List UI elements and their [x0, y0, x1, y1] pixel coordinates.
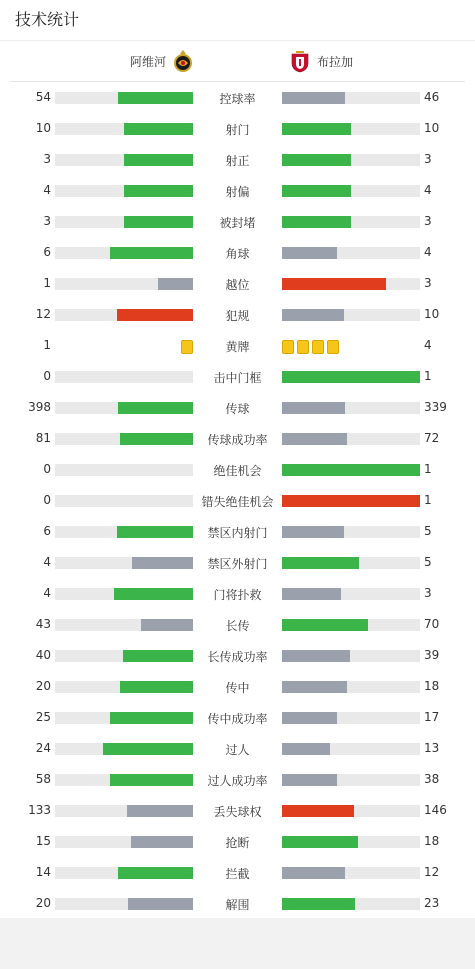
away-value: 3 [424, 214, 432, 228]
yellow-card-icon [327, 340, 339, 354]
stat-row [0, 578, 475, 609]
page-title: 技术统计 [0, 0, 475, 41]
away-bar-fill [282, 774, 337, 786]
home-bar-fill [118, 92, 193, 104]
stat-label: 控球率 [219, 92, 256, 106]
away-bar-fill [282, 464, 420, 476]
away-bar-fill [282, 681, 347, 693]
home-bar-track [55, 867, 193, 879]
stat-label: 传中 [225, 681, 250, 695]
stat-label: 传球成功率 [207, 433, 268, 447]
home-value: 0 [43, 493, 51, 507]
home-bar-track [55, 743, 193, 755]
home-value: 81 [35, 431, 51, 445]
home-bar-fill [124, 216, 193, 228]
stat-row [0, 82, 475, 113]
away-bar-fill [282, 712, 337, 724]
home-value: 40 [35, 648, 51, 662]
away-bar-track [282, 619, 420, 631]
away-value: 70 [424, 617, 440, 631]
home-bar-track [55, 185, 193, 197]
stat-label: 射正 [225, 154, 250, 168]
home-value: 54 [35, 90, 51, 104]
home-bar-track [55, 216, 193, 228]
away-bar-track [282, 402, 420, 414]
stat-row [0, 826, 475, 857]
away-bar-fill [282, 588, 341, 600]
stat-label: 禁区外射门 [207, 557, 268, 571]
home-bar-track [55, 278, 193, 290]
stat-label: 抢断 [225, 836, 250, 850]
away-bar-track [282, 433, 420, 445]
home-value: 6 [43, 245, 51, 259]
home-value: 25 [35, 710, 51, 724]
home-bar-fill [110, 712, 193, 724]
stat-label: 禁区内射门 [207, 526, 268, 540]
home-team-name: 阿维河 [130, 54, 167, 69]
home-bar-fill [117, 526, 193, 538]
away-bar-track [282, 712, 420, 724]
stat-row [0, 547, 475, 578]
away-value: 46 [424, 90, 440, 104]
stat-row [0, 888, 475, 919]
home-bar-track [55, 712, 193, 724]
away-value: 1 [424, 369, 432, 383]
stat-label: 传中成功率 [207, 712, 268, 726]
away-bar-track [282, 681, 420, 693]
stat-label: 黄牌 [225, 340, 250, 354]
home-bar-track [55, 371, 193, 383]
stat-label: 越位 [225, 278, 250, 292]
stat-row [0, 206, 475, 237]
away-bar-fill [282, 526, 344, 538]
away-value: 5 [424, 524, 432, 538]
home-bar-track [55, 836, 193, 848]
home-bar-track [55, 247, 193, 259]
yellow-card-icon [312, 340, 324, 354]
stat-row [0, 237, 475, 268]
home-bar-track [55, 464, 193, 476]
stat-label: 错失绝佳机会 [201, 495, 274, 509]
home-value: 3 [43, 214, 51, 228]
away-bar-fill [282, 743, 330, 755]
away-bar-fill [282, 650, 350, 662]
home-value: 4 [43, 586, 51, 600]
home-bar-fill [110, 247, 193, 259]
home-bar-fill [120, 681, 193, 693]
home-bar-track [55, 154, 193, 166]
away-value: 339 [424, 400, 447, 414]
away-bar-track [282, 867, 420, 879]
stat-row [0, 330, 475, 361]
home-bar-track [55, 557, 193, 569]
away-bar-fill [282, 92, 345, 104]
stat-label: 长传 [225, 619, 250, 633]
stat-label: 射门 [225, 123, 250, 137]
home-value: 43 [35, 617, 51, 631]
away-value: 72 [424, 431, 440, 445]
away-team[interactable] [289, 49, 353, 73]
away-bar-track [282, 495, 420, 507]
away-bar-track [282, 588, 420, 600]
stat-row [0, 640, 475, 671]
stat-row [0, 733, 475, 764]
stat-row [0, 361, 475, 392]
home-value: 4 [43, 555, 51, 569]
away-team-name: 布拉加 [317, 54, 354, 69]
away-value: 1 [424, 493, 432, 507]
away-value: 3 [424, 276, 432, 290]
home-bar-fill [124, 154, 193, 166]
away-value: 12 [424, 865, 440, 879]
stat-row [0, 609, 475, 640]
home-value: 14 [35, 865, 51, 879]
away-bar-track [282, 774, 420, 786]
away-bar-fill [282, 309, 344, 321]
home-bar-fill [128, 898, 193, 910]
away-bar-track [282, 805, 420, 817]
away-bar-fill [282, 123, 351, 135]
stat-row [0, 423, 475, 454]
away-value: 10 [424, 307, 440, 321]
stat-label: 解围 [225, 898, 250, 912]
stat-row [0, 392, 475, 423]
home-bar-fill [118, 402, 193, 414]
home-bar-track [55, 123, 193, 135]
stat-label: 拦截 [225, 867, 250, 881]
away-value: 4 [424, 245, 432, 259]
home-value: 58 [35, 772, 51, 786]
away-bar-track [282, 185, 420, 197]
away-value: 13 [424, 741, 440, 755]
away-bar-track [282, 154, 420, 166]
home-value: 15 [35, 834, 51, 848]
home-crest-icon [172, 49, 194, 73]
home-value: 4 [43, 183, 51, 197]
home-bar-fill [124, 185, 193, 197]
home-bar-fill [123, 650, 193, 662]
home-value: 398 [28, 400, 51, 414]
stat-label: 角球 [225, 247, 250, 261]
away-value: 23 [424, 896, 440, 910]
away-value: 5 [424, 555, 432, 569]
home-bar-track [55, 588, 193, 600]
away-bar-track [282, 371, 420, 383]
away-value: 4 [424, 183, 432, 197]
away-value: 10 [424, 121, 440, 135]
away-value: 4 [424, 338, 432, 352]
away-bar-fill [282, 278, 386, 290]
away-bar-fill [282, 433, 347, 445]
stat-label: 丢失球权 [213, 805, 262, 819]
home-bar-fill [117, 309, 193, 321]
home-bar-track [55, 433, 193, 445]
home-yellow-cards [181, 340, 193, 353]
home-bar-fill [124, 123, 193, 135]
home-bar-fill [114, 588, 193, 600]
stat-row [0, 113, 475, 144]
home-bar-fill [110, 774, 193, 786]
away-bar-track [282, 247, 420, 259]
away-value: 18 [424, 679, 440, 693]
home-value: 0 [43, 462, 51, 476]
home-value: 20 [35, 896, 51, 910]
away-bar-track [282, 898, 420, 910]
stat-row [0, 795, 475, 826]
away-bar-fill [282, 898, 355, 910]
stat-row [0, 175, 475, 206]
away-crest-icon [289, 49, 311, 73]
stat-row [0, 485, 475, 516]
home-bar-fill [103, 743, 193, 755]
stat-row [0, 299, 475, 330]
away-bar-track [282, 526, 420, 538]
away-bar-track [282, 743, 420, 755]
teams-header [10, 41, 465, 82]
away-bar-fill [282, 805, 354, 817]
stat-row [0, 857, 475, 888]
away-bar-track [282, 309, 420, 321]
home-bar-fill [141, 619, 193, 631]
home-bar-fill [118, 867, 193, 879]
home-team[interactable] [130, 49, 194, 73]
stat-row [0, 144, 475, 175]
away-bar-track [282, 464, 420, 476]
home-value: 12 [35, 307, 51, 321]
home-value: 133 [28, 803, 51, 817]
stat-label: 长传成功率 [207, 650, 268, 664]
away-bar-track [282, 836, 420, 848]
away-bar-fill [282, 216, 351, 228]
home-bar-track [55, 92, 193, 104]
stat-label: 门将扑救 [213, 588, 262, 602]
stat-row [0, 702, 475, 733]
stat-row [0, 764, 475, 795]
stat-row [0, 454, 475, 485]
away-bar-track [282, 278, 420, 290]
yellow-card-icon [297, 340, 309, 354]
away-value: 18 [424, 834, 440, 848]
stat-label: 击中门框 [213, 371, 262, 385]
stat-label: 绝佳机会 [213, 464, 262, 478]
home-value: 6 [43, 524, 51, 538]
away-value: 3 [424, 586, 432, 600]
stat-row [0, 516, 475, 547]
home-value: 0 [43, 369, 51, 383]
stat-label: 传球 [225, 402, 250, 416]
home-value: 10 [35, 121, 51, 135]
away-bar-fill [282, 619, 368, 631]
away-bar-fill [282, 185, 351, 197]
home-bar-track [55, 774, 193, 786]
yellow-card-icon [181, 340, 193, 354]
away-bar-fill [282, 371, 420, 383]
away-bar-fill [282, 557, 359, 569]
away-bar-fill [282, 247, 337, 259]
home-bar-fill [132, 557, 193, 569]
yellow-card-icon [282, 340, 294, 354]
away-bar-track [282, 216, 420, 228]
stat-label: 犯规 [225, 309, 250, 323]
home-bar-fill [127, 805, 193, 817]
stat-label: 射偏 [225, 185, 250, 199]
away-bar-fill [282, 154, 351, 166]
stat-row [0, 268, 475, 299]
stat-label: 过人成功率 [207, 774, 268, 788]
home-bar-fill [158, 278, 193, 290]
away-bar-track [282, 650, 420, 662]
home-bar-track [55, 495, 193, 507]
home-value: 20 [35, 679, 51, 693]
home-bar-fill [120, 433, 193, 445]
away-bar-fill [282, 836, 358, 848]
stat-label: 过人 [225, 743, 250, 757]
home-value: 24 [35, 741, 51, 755]
home-bar-track [55, 650, 193, 662]
away-value: 3 [424, 152, 432, 166]
away-bar-fill [282, 402, 345, 414]
home-bar-track [55, 681, 193, 693]
stat-row [0, 671, 475, 702]
away-yellow-cards [282, 340, 339, 353]
away-bar-fill [282, 495, 420, 507]
away-value: 38 [424, 772, 440, 786]
away-value: 146 [424, 803, 447, 817]
home-bar-track [55, 898, 193, 910]
home-value: 1 [43, 276, 51, 290]
away-value: 1 [424, 462, 432, 476]
home-value: 3 [43, 152, 51, 166]
home-value: 1 [43, 338, 51, 352]
home-bar-track [55, 402, 193, 414]
home-bar-fill [131, 836, 193, 848]
away-bar-track [282, 557, 420, 569]
away-bar-track [282, 92, 420, 104]
home-bar-track [55, 309, 193, 321]
stat-label: 被封堵 [219, 216, 256, 230]
away-bar-track [282, 123, 420, 135]
home-bar-track [55, 619, 193, 631]
home-bar-track [55, 526, 193, 538]
home-bar-track [55, 805, 193, 817]
away-value: 39 [424, 648, 440, 662]
away-value: 17 [424, 710, 440, 724]
away-bar-fill [282, 867, 345, 879]
